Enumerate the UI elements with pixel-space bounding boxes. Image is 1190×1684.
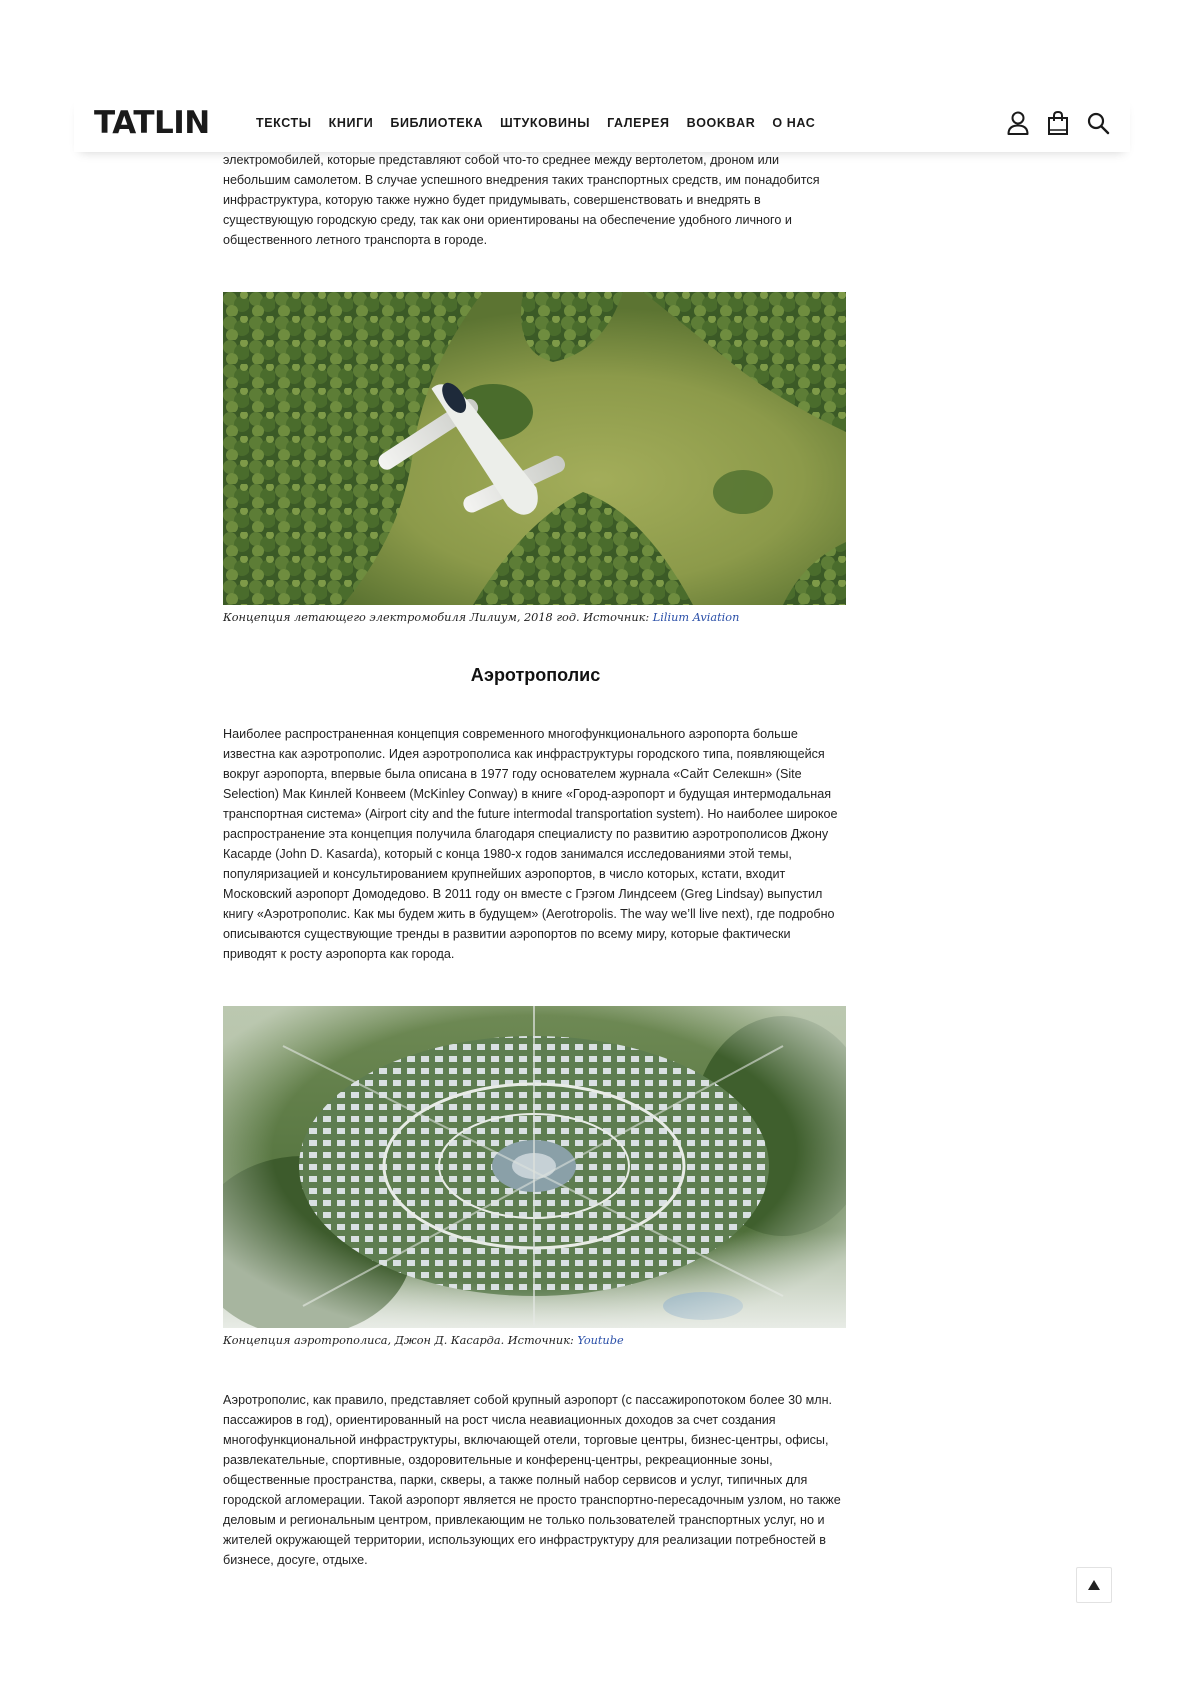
intro-paragraph: электромобилей, которые представляют собой что-то среднее между вертолетом, дроном или небольшим самолетом. В случае успешного внедрения таких транспортных средств, им понадобится инфраструктура, которую также нужно будет придумывать, совершенствовать и внедрять в существующую городскую среду, так как они ориентированы на обеспечение удобного личного и общественного летного транспорта в городе. xyxy=(223,153,820,247)
aerotropolis-caption-text: Концепция аэротрополиса, Джон Д. Касарда. Источник: xyxy=(223,1334,578,1347)
aerotropolis-source-link[interactable]: Youtube xyxy=(577,1334,624,1347)
nav-item-about[interactable]: О НАС xyxy=(772,116,816,130)
header-icons xyxy=(1006,110,1110,136)
aerotropolis-figure xyxy=(223,1006,846,1348)
lilium-caption xyxy=(223,611,846,625)
nav-item-texts[interactable]: ТЕКСТЫ xyxy=(256,116,312,130)
article-body xyxy=(223,150,848,1570)
scroll-to-top-button[interactable] xyxy=(1076,1567,1112,1603)
nav-item-gallery[interactable]: ГАЛЕРЕЯ xyxy=(607,116,670,130)
nav-item-library[interactable]: БИБЛИОТЕКА xyxy=(390,116,484,130)
site-header xyxy=(74,96,1130,152)
lilium-source-link[interactable]: Lilium Aviation xyxy=(652,611,740,624)
nav-item-things[interactable]: ШТУКОВИНЫ xyxy=(500,116,591,130)
search-icon[interactable] xyxy=(1086,110,1110,136)
aerotropolis-paragraph: Наиболее распространенная концепция современного многофункционального аэропорта больше известна как аэротрополис. Идея аэротрополиса как инфраструктуры городского типа, появляющейся вокруг аэропорта, впервые была описана в 1977 году основателем журнала «Сайт Селекшн» (Site Selection) Мак Кинлей Конвеем (McKinley Conway) в книге «Город-аэропорт и будущая интермодальная транспортная система» (Airport city and the future intermodal transportation system). Но наиболее широкое распространение эта концепция получила благодаря специалисту по развитию аэротрополисов Джону Касарде (John D. Kasarda), который с конца 1980-х годов занимался исследованиями этой темы, популяризацией и консультированием крупнейших аэропортов, в число которых, кстати, входит Московский аэропорт Домодедово. В 2011 году он вместе с Грэгом Линдсеем (Greg Lindsay) выпустил книгу «Аэротрополис. Как мы будем жить в будущем» (Aerotropolis. The way we’ll live next), где подробно описываются существующие тренды в развитии аэропортов по всему миру, которые фактически приводят к росту аэропорта как города. xyxy=(223,727,838,961)
aerotropolis-concept-render xyxy=(223,1006,846,1328)
site-logo[interactable]: TATLIN xyxy=(94,105,210,141)
aerotropolis-description-paragraph: Аэротрополис, как правило, представляет собой крупный аэропорт (с пассажиропотоком более 30 млн. пассажиров в год), ориентированный на рост числа неавиационных доходов за счет создания многофункциональной инфраструктуры, включающей отели, торговые центры, бизнес-центры, офисы, развлекательные, спортивные, оздоровительные и конференц-центры, рекреационные зоны, общественные пространства, парки, скверы, а также полный набор сервисов и услуг, типичных для городской агломерации. Такой аэропорт является не просто транспортно-пересадочным узлом, но также деловым и региональным центром, привлекающим не только пользователей транспортных услуг, но и жителей окружающей территории, использующих его инфраструктуру для реализации потребностей в бизнесе, досуге, отдыхе. xyxy=(223,1393,841,1567)
section-title-aerotropolis: Аэротрополис xyxy=(470,665,601,685)
shopping-bag-icon[interactable] xyxy=(1046,110,1070,136)
nav-item-books[interactable]: КНИГИ xyxy=(328,116,374,130)
lilium-aircraft-photo xyxy=(223,292,846,605)
main-nav xyxy=(256,116,815,130)
aerotropolis-caption xyxy=(223,1334,846,1348)
lilium-figure xyxy=(223,292,846,625)
arrow-up-icon xyxy=(1087,1579,1101,1591)
lilium-caption-text: Концепция летающего электромобиля Лилиум, 2018 год. Источник: xyxy=(223,611,653,624)
nav-item-bookbar[interactable]: BOOKBAR xyxy=(686,116,756,130)
user-icon[interactable] xyxy=(1006,110,1030,136)
